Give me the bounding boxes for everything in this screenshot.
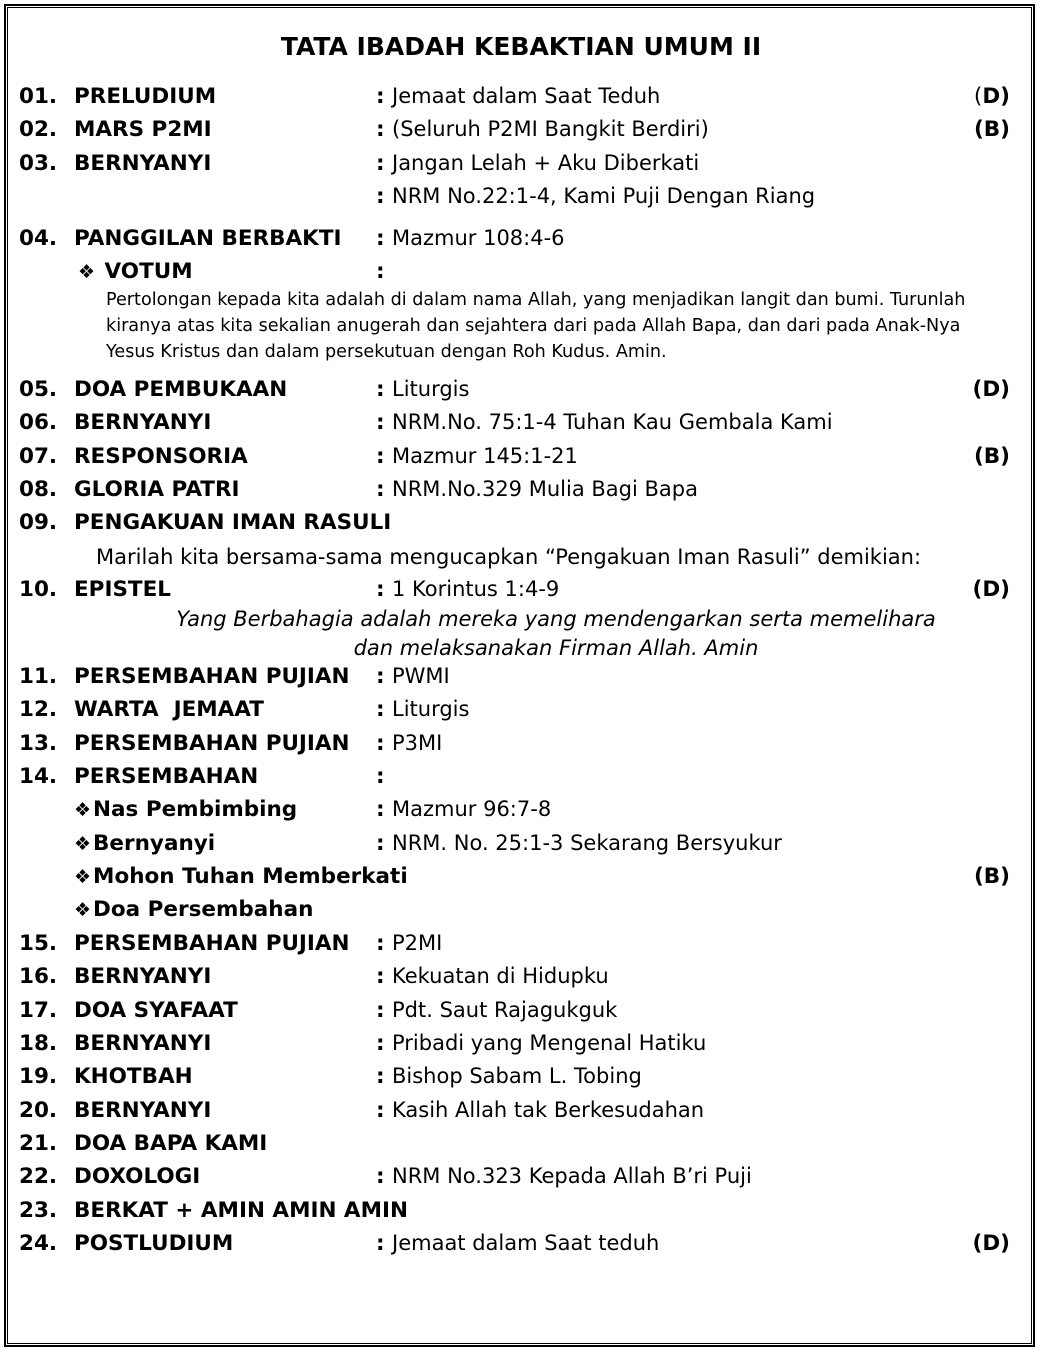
item-number: 23. — [19, 1198, 58, 1223]
item-colon: : — [376, 731, 385, 756]
item-colon: : — [376, 998, 385, 1023]
item-number: 10. — [19, 577, 58, 602]
item-colon: : — [376, 1231, 385, 1256]
item-colon: : — [376, 664, 385, 689]
list-item — [0, 827, 1042, 860]
item-value: PWMI — [392, 664, 450, 688]
list-item — [0, 1194, 1042, 1227]
item-label: BERNYANYI — [74, 1031, 212, 1056]
item-value: NRM No.323 Kepada Allah B’ri Puji — [392, 1164, 752, 1188]
item-number: 18. — [19, 1031, 58, 1056]
item-number: 06. — [19, 410, 58, 435]
list-item — [0, 860, 1042, 893]
list-item — [0, 760, 1042, 793]
list-item — [0, 255, 1042, 288]
list-item — [0, 1160, 1042, 1193]
diamond-bullet-icon: ❖ — [74, 899, 92, 921]
item-number: 03. — [19, 151, 58, 176]
diamond-bullet-icon: ❖ — [74, 833, 92, 855]
item-mark: (B) — [973, 444, 1010, 469]
votum-text: Pertolongan kepada kita adalah di dalam nama Allah, yang menjadikan langit dan bumi. Turunlah kiranya atas kita sekalian anugerah dan sejahtera dari pada Allah Bapa, dan dari pada Anak-Nya Yesus Kristus dan dalam persekutuan dengan Roh Kudus. Amin. — [106, 290, 966, 362]
item-number: 22. — [19, 1164, 58, 1189]
creed-intro: Marilah kita bersama-sama mengucapkan “Pengakuan Iman Rasuli” demikian: — [96, 545, 922, 569]
item-label: PERSEMBAHAN PUJIAN — [74, 664, 350, 689]
item-number: 08. — [19, 477, 58, 502]
item-mark: (D) — [973, 84, 1010, 109]
item-label: DOA BAPA KAMI — [74, 1131, 268, 1156]
item-number: 12. — [19, 697, 58, 722]
item-colon: : — [376, 410, 385, 435]
list-item — [0, 927, 1042, 960]
item-label: BERNYANYI — [74, 151, 212, 176]
item-label: BERNYANYI — [74, 410, 212, 435]
diamond-bullet-icon: ❖ — [78, 261, 96, 283]
item-label: BERNYANYI — [74, 964, 212, 989]
item-value: Pdt. Saut Rajagukguk — [392, 998, 618, 1022]
list-item — [0, 693, 1042, 726]
list-item — [0, 473, 1042, 506]
item-value: Pribadi yang Mengenal Hatiku — [392, 1031, 707, 1055]
item-label: RESPONSORIA — [74, 444, 248, 469]
item-colon: : — [376, 117, 385, 142]
item-number: 24. — [19, 1231, 58, 1256]
item-value: Liturgis — [392, 377, 470, 401]
list-item — [0, 147, 1042, 180]
item-label: PANGGILAN BERBAKTI — [74, 226, 342, 251]
sub-item-label: ❖Doa Persembahan — [74, 897, 314, 922]
item-number: 07. — [19, 444, 58, 469]
item-colon: : — [376, 259, 385, 284]
list-item — [0, 373, 1042, 406]
item-label: DOA PEMBUKAAN — [74, 377, 288, 402]
item-label: PENGAKUAN IMAN RASULI — [74, 510, 392, 535]
item-label: DOXOLOGI — [74, 1164, 201, 1189]
list-item — [0, 1027, 1042, 1060]
list-item — [0, 440, 1042, 473]
item-value: Mazmur 96:7-8 — [392, 797, 552, 821]
item-label: PERSEMBAHAN PUJIAN — [74, 731, 350, 756]
list-item — [0, 406, 1042, 439]
epistel-response: Yang Berbahagia adalah mereka yang mendengarkan serta memelihara dan melaksanakan Firman Allah. Amin — [176, 607, 936, 660]
item-value: Jemaat dalam Saat teduh — [392, 1231, 660, 1255]
item-value: Bishop Sabam L. Tobing — [392, 1064, 642, 1088]
item-label: BERKAT + AMIN AMIN AMIN — [74, 1198, 408, 1223]
list-item — [0, 222, 1042, 255]
item-colon: : — [376, 764, 385, 789]
item-value: (Seluruh P2MI Bangkit Berdiri) — [392, 117, 709, 141]
item-colon: : — [376, 964, 385, 989]
item-value: Jangan Lelah + Aku Diberkati — [392, 151, 700, 175]
item-mark: (D) — [972, 577, 1010, 602]
item-colon: : — [376, 151, 385, 176]
item-colon: : — [376, 226, 385, 251]
item-label: BERNYANYI — [74, 1098, 212, 1123]
sub-item-label: ❖Bernyanyi — [74, 831, 216, 856]
item-label: DOA SYAFAAT — [74, 998, 238, 1023]
item-label: WARTA JEMAAT — [74, 697, 264, 722]
item-value: Mazmur 145:1-21 — [392, 444, 578, 468]
diamond-bullet-icon: ❖ — [74, 799, 92, 821]
item-value: P3MI — [392, 731, 443, 755]
item-colon: : — [376, 697, 385, 722]
item-colon: : — [376, 797, 385, 822]
list-item — [0, 727, 1042, 760]
item-value: NRM.No. 75:1-4 Tuhan Kau Gembala Kami — [392, 410, 833, 434]
item-colon: : — [376, 1098, 385, 1123]
page-title: TATA IBADAH KEBAKTIAN UMUM II — [280, 32, 762, 61]
item-label: PRELUDIUM — [74, 84, 217, 109]
list-item — [0, 1060, 1042, 1093]
item-value: Kekuatan di Hidupku — [392, 964, 609, 988]
list-item — [0, 180, 1042, 213]
item-value: Liturgis — [392, 697, 470, 721]
item-number: 17. — [19, 998, 58, 1023]
item-value: 1 Korintus 1:4-9 — [392, 577, 560, 601]
list-item — [0, 1094, 1042, 1127]
item-value: NRM No.22:1-4, Kami Puji Dengan Riang — [392, 184, 816, 208]
item-colon: : — [376, 1064, 385, 1089]
item-number: 16. — [19, 964, 58, 989]
item-mark: (B) — [973, 864, 1010, 889]
item-label: KHOTBAH — [74, 1064, 193, 1089]
item-label: POSTLUDIUM — [74, 1231, 234, 1256]
sub-item-label: ❖Mohon Tuhan Memberkati — [74, 864, 408, 889]
list-item — [0, 793, 1042, 826]
item-number: 09. — [19, 510, 58, 535]
item-mark: (D) — [972, 1231, 1010, 1256]
item-colon: : — [376, 1164, 385, 1189]
item-colon: : — [376, 1031, 385, 1056]
item-colon: : — [376, 184, 385, 209]
diamond-bullet-icon: ❖ — [74, 866, 92, 888]
item-number: 14. — [19, 764, 58, 789]
item-number: 15. — [19, 931, 58, 956]
item-label: MARS P2MI — [74, 117, 212, 142]
item-colon: : — [376, 444, 385, 469]
list-item — [0, 506, 1042, 539]
item-colon: : — [376, 931, 385, 956]
item-colon: : — [376, 377, 385, 402]
list-item — [0, 113, 1042, 146]
item-label: PERSEMBAHAN PUJIAN — [74, 931, 350, 956]
item-number: 20. — [19, 1098, 58, 1123]
list-item — [0, 80, 1042, 113]
item-label: GLORIA PATRI — [74, 477, 240, 502]
item-number: 05. — [19, 377, 58, 402]
item-number: 04. — [19, 226, 58, 251]
item-value: Mazmur 108:4-6 — [392, 226, 565, 250]
list-item — [0, 960, 1042, 993]
item-number: 11. — [19, 664, 58, 689]
list-item — [0, 1227, 1042, 1260]
item-colon: : — [376, 477, 385, 502]
item-value: NRM.No.329 Mulia Bagi Bapa — [392, 477, 698, 501]
list-item — [0, 994, 1042, 1027]
item-colon: : — [376, 84, 385, 109]
item-number: 02. — [19, 117, 58, 142]
item-number: 13. — [19, 731, 58, 756]
item-value: P2MI — [392, 931, 443, 955]
item-value: Kasih Allah tak Berkesudahan — [392, 1098, 705, 1122]
list-item — [0, 660, 1042, 693]
item-label: PERSEMBAHAN — [74, 764, 259, 789]
item-number: 01. — [19, 84, 58, 109]
sub-item-label: ❖Nas Pembimbing — [74, 797, 298, 822]
item-mark: (B) — [973, 117, 1010, 142]
list-item — [0, 1127, 1042, 1160]
item-mark: (D) — [972, 377, 1010, 402]
item-number: 19. — [19, 1064, 58, 1089]
list-item — [0, 893, 1042, 926]
list-item — [0, 573, 1042, 606]
item-value: Jemaat dalam Saat Teduh — [392, 84, 661, 108]
item-colon: : — [376, 577, 385, 602]
sub-item-label: ❖ VOTUM — [78, 259, 193, 284]
item-value: NRM. No. 25:1-3 Sekarang Bersyukur — [392, 831, 782, 855]
item-label: EPISTEL — [74, 577, 171, 602]
item-colon: : — [376, 831, 385, 856]
item-number: 21. — [19, 1131, 58, 1156]
